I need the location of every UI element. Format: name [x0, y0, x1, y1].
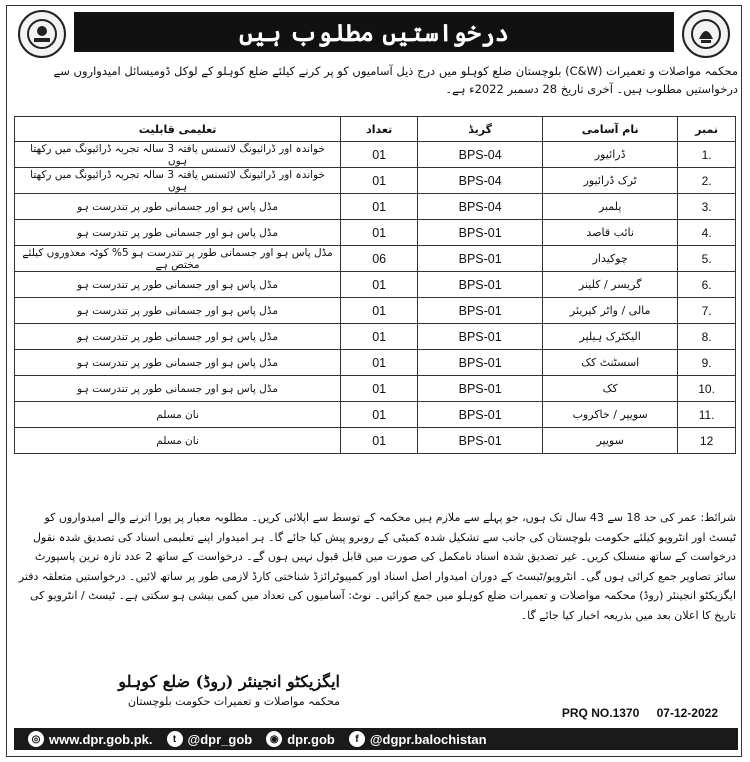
qualification-cell: مڈل پاس ہو اور جسمانی طور پر تندرست ہو [15, 220, 341, 246]
number-cell: 11. [678, 402, 736, 428]
table-row [15, 142, 736, 168]
table-row [15, 194, 736, 220]
footer-website[interactable] [28, 731, 153, 747]
quantity-cell: 01 [341, 142, 418, 168]
number-cell: 5. [678, 246, 736, 272]
prq-date: 07-12-2022 [656, 706, 718, 720]
quantity-cell: 01 [341, 350, 418, 376]
table-row [15, 350, 736, 376]
post-cell: کک [543, 376, 678, 402]
government-emblem-icon [18, 10, 66, 58]
post-cell: ڈرائیور [543, 142, 678, 168]
post-cell: سویپر [543, 428, 678, 454]
table-row [15, 298, 736, 324]
grade-cell: BPS-01 [418, 220, 543, 246]
qualification-cell: خواندہ اور ڈرائیونگ لائسنس یافتہ 3 سالہ تجربہ ڈرائیونگ میں رکھتا ہوں [15, 142, 341, 168]
table-row [15, 220, 736, 246]
header-number: نمبر [678, 117, 736, 142]
post-cell: سویپر / خاکروب [543, 402, 678, 428]
number-cell: 6. [678, 272, 736, 298]
quantity-cell: 01 [341, 168, 418, 194]
post-cell: مالی / واٹر کیریئر [543, 298, 678, 324]
quantity-cell: 01 [341, 402, 418, 428]
qualification-cell: مڈل پاس ہو اور جسمانی طور پر تندرست ہو [15, 194, 341, 220]
table-row [15, 272, 736, 298]
conditions-text: شرائط: عمر کی حد 18 سے 43 سال تک ہوں، جو پہلے سے ملازم ہیں محکمہ کے توسط سے اپلائی کریں۔ مطلوبہ معیار پر پورا اترنے والے امیدواروں کو ٹیسٹ اور انٹرویو کیلئے حکومت بلوچستان کی جانب سے تشکیل شدہ کمیٹی کے روبرو پیش کیا جائے گا۔ ہر امیدوار اپنے تعلیمی اسناد کی تصدیق شدہ نقول درخواست کے ساتھ منسلک کریں۔ غیر تصدیق شدہ اسناد نامکمل کی صورت میں قابل قبول نہیں ہوں گے۔ درخواست کے ساتھ 2 عدد تازہ ترین پاسپورٹ سائز تصاویر جمع کرائی ہوں گی۔ انٹرویو/ٹیسٹ کے دوران امیدوار اصل اسناد اور کمپیوٹرائزڈ شناختی کارڈ لازمی طور پر ساتھ لائیں۔ درخواستیں متعلقہ دفتر ایگزیکٹو انجینئر (روڈ) محکمہ مواصلات و تعمیرات ضلع کوہلو میں جمع کرائیں۔ نوٹ: آسامیوں کی تعداد میں کمی بیشی ہو سکتی ہے۔ ٹیسٹ / انٹرویو کی تاریخ کا اعلان بعد میں بذریعہ اخبار کیا جائے گا۔ [18, 511, 736, 622]
qualification-cell: نان مسلم [15, 428, 341, 454]
table-row [15, 168, 736, 194]
qualification-cell: خواندہ اور ڈرائیونگ لائسنس یافتہ 3 سالہ تجربہ ڈرائیونگ میں رکھتا ہوں [15, 168, 341, 194]
table-row [15, 428, 736, 454]
table-row [15, 376, 736, 402]
number-cell: 9. [678, 350, 736, 376]
qualification-cell: نان مسلم [15, 402, 341, 428]
post-cell: پلمبر [543, 194, 678, 220]
number-cell: 2. [678, 168, 736, 194]
twitter-icon: t [167, 731, 183, 747]
twitter-text: @dpr_gob [187, 731, 253, 747]
number-cell: 4. [678, 220, 736, 246]
quantity-cell: 01 [341, 376, 418, 402]
post-cell: ٹرک ڈرائیور [543, 168, 678, 194]
table-row [15, 246, 736, 272]
signature-subtitle: محکمہ مواصلات و تعمیرات حکومت بلوچستان [127, 695, 340, 708]
grade-cell: BPS-04 [418, 168, 543, 194]
grade-cell: BPS-01 [418, 246, 543, 272]
number-cell: 8. [678, 324, 736, 350]
table-row [15, 324, 736, 350]
quantity-cell: 01 [341, 272, 418, 298]
qualification-cell: مڈل پاس ہو اور جسمانی طور پر تندرست ہو [15, 298, 341, 324]
qualification-cell: مڈل پاس ہو اور جسمانی طور پر تندرست ہو [15, 376, 341, 402]
footer-facebook[interactable] [349, 731, 487, 747]
header-qualification: تعلیمی قابلیت [15, 117, 341, 142]
footer-twitter[interactable] [167, 731, 253, 747]
table-header-row [15, 117, 736, 142]
grade-cell: BPS-01 [418, 350, 543, 376]
grade-cell: BPS-04 [418, 194, 543, 220]
footer-bar [14, 728, 738, 750]
footer-instagram[interactable] [266, 731, 335, 747]
number-cell: 10. [678, 376, 736, 402]
facebook-icon: f [349, 731, 365, 747]
post-cell: گریسر / کلینر [543, 272, 678, 298]
quantity-cell: 01 [341, 298, 418, 324]
signature-block [60, 672, 340, 708]
page-title: درخواستیں مطلوب ہیں [74, 12, 674, 52]
grade-cell: BPS-01 [418, 402, 543, 428]
qualification-cell: مڈل پاس ہو اور جسمانی طور پر تندرست ہو [15, 324, 341, 350]
grade-cell: BPS-01 [418, 376, 543, 402]
globe-icon: ◎ [28, 731, 44, 747]
quantity-cell: 01 [341, 194, 418, 220]
qualification-cell: مڈل پاس ہو اور جسمانی طور پر تندرست ہو [15, 272, 341, 298]
header-grade: گریڈ [418, 117, 543, 142]
header [8, 8, 740, 60]
table-row [15, 402, 736, 428]
instagram-icon: ◉ [266, 731, 282, 747]
intro-text: محکمہ مواصلات و تعمیرات (C&W) بلوچستان ضلع کوہلو میں درج ذیل آسامیوں کو پر کرنے کیلئے ضلع کوہلو کے لوکل ڈومیسائل امیدواروں سے درخواستیں مطلوب ہیں۔ آخری تاریخ 28 دسمبر 2022ء ہے۔ [53, 64, 738, 96]
post-cell: نائب قاصد [543, 220, 678, 246]
post-cell: اسسٹنٹ کک [543, 350, 678, 376]
facebook-text: @dgpr.balochistan [369, 731, 487, 747]
grade-cell: BPS-01 [418, 324, 543, 350]
number-cell: 3. [678, 194, 736, 220]
quantity-cell: 01 [341, 324, 418, 350]
prq-number: PRQ NO.1370 [561, 706, 640, 720]
grade-cell: BPS-01 [418, 428, 543, 454]
grade-cell: BPS-01 [418, 272, 543, 298]
quantity-cell: 01 [341, 428, 418, 454]
balochistan-emblem-icon [682, 10, 730, 58]
quantity-cell: 06 [341, 246, 418, 272]
instagram-text: dpr.gob [287, 731, 335, 747]
number-cell: 1. [678, 142, 736, 168]
qualification-cell: مڈل پاس ہو اور جسمانی طور پر تندرست ہو [15, 350, 341, 376]
header-post: نام آسامی [543, 117, 678, 142]
quantity-cell: 01 [341, 220, 418, 246]
number-cell: 12 [678, 428, 736, 454]
qualification-cell: مڈل پاس ہو اور جسمانی طور پر تندرست ہو 5% کوٹہ معذوروں کیلئے مختص ہے [15, 246, 341, 272]
website-text: www.dpr.gob.pk. [49, 731, 153, 747]
grade-cell: BPS-04 [418, 142, 543, 168]
jobs-table [14, 116, 736, 454]
number-cell: 7. [678, 298, 736, 324]
grade-cell: BPS-01 [418, 298, 543, 324]
prq-reference [548, 706, 718, 720]
signature-title: ایگزیکٹو انجینئر (روڈ) ضلع کوہلو [118, 672, 340, 691]
post-cell: چوکیدار [543, 246, 678, 272]
header-quantity: تعداد [341, 117, 418, 142]
post-cell: الیکٹرک ہیلپر [543, 324, 678, 350]
